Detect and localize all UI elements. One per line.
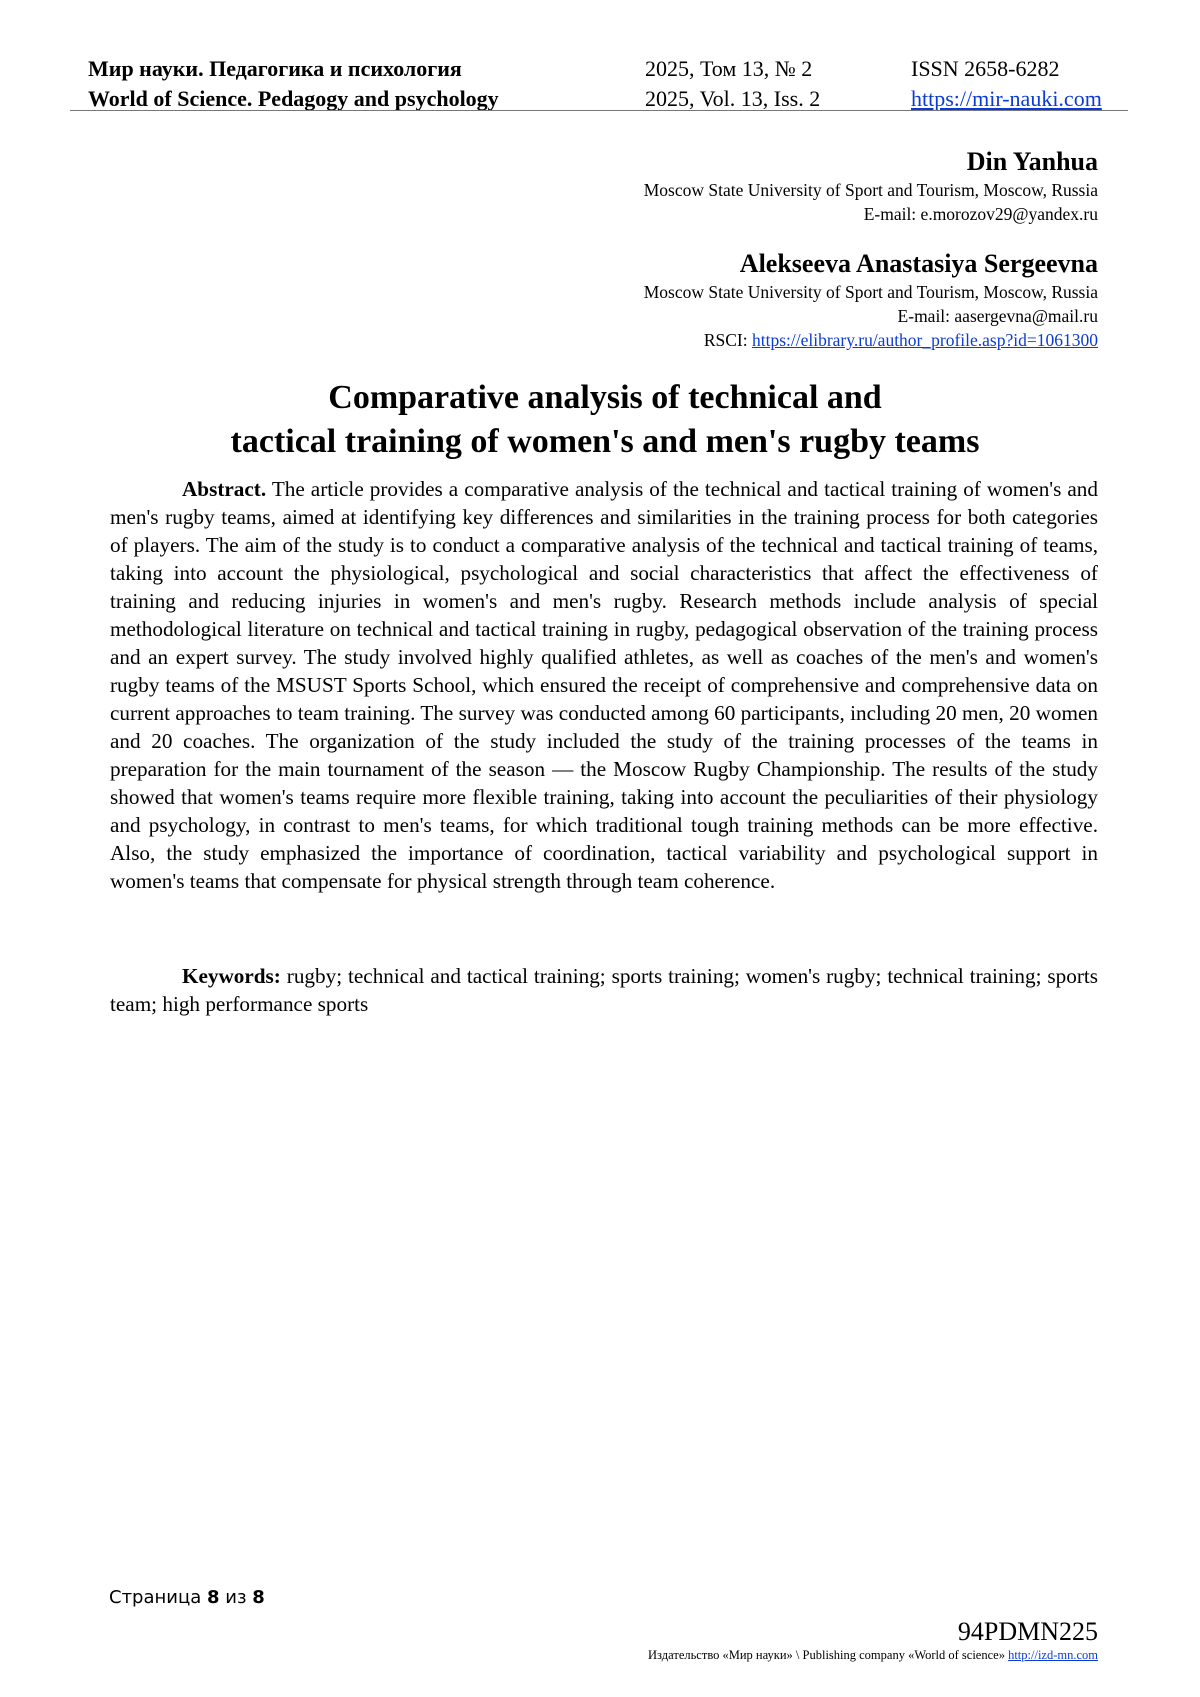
author-rsci: [644, 328, 1098, 352]
issue-ru: 2025, Том 13, № 2: [645, 56, 813, 81]
abstract: [110, 475, 1098, 895]
author-name: Alekseeva Anastasiya Sergeevna: [739, 249, 1098, 278]
journal-title: [88, 54, 499, 114]
page-word: Страница: [109, 1587, 202, 1608]
title-line-2: tactical training of women's and men's rugby teams: [230, 423, 980, 460]
publisher-line: [648, 1648, 1098, 1663]
publisher-text: Издательство «Мир науки» \ Publishing company «World of science»: [648, 1648, 1005, 1662]
keywords-label: Keywords:: [182, 964, 281, 988]
journal-title-ru: Мир науки. Педагогика и психология: [88, 56, 462, 81]
header-divider: [70, 110, 1128, 111]
keywords-text: rugby; technical and tactical training; sports training; women's rugby; technical training; sports team; high performance sports: [110, 964, 1099, 1016]
keywords: [110, 962, 1098, 1018]
page-current: 8: [207, 1587, 220, 1608]
page-number: [109, 1587, 265, 1608]
abstract-label: Abstract.: [182, 477, 267, 501]
issue-info: [645, 54, 820, 114]
article-code: 94PDMN225: [957, 1617, 1098, 1646]
author-affiliation: Moscow State University of Sport and Tourism, Moscow, Russia: [643, 282, 1098, 302]
journal-site-link[interactable]: https://mir-nauki.com: [911, 86, 1102, 111]
author-affiliation: Moscow State University of Sport and Tourism, Moscow, Russia: [643, 180, 1098, 200]
author-name: Din Yanhua: [966, 147, 1098, 176]
page-of: из: [225, 1587, 247, 1608]
author-block-2: [644, 248, 1098, 352]
publisher-link[interactable]: http://izd-mn.com: [1008, 1648, 1098, 1662]
rsci-link[interactable]: https://elibrary.ru/author_profile.asp?id=1061300: [751, 330, 1098, 350]
title-line-1: Comparative analysis of technical and: [328, 379, 882, 416]
issue-en: 2025, Vol. 13, Iss. 2: [645, 86, 821, 111]
abstract-text: The article provides a comparative analysis of the technical and tactical training of women's and men's rugby teams, aimed at identifying key differences and similarities in the training process for both categories of players. The aim of the study is to conduct a comparative analysis of the technical and tactical training of teams, taking into account the physiological, psychological and social characteristics that affect the effectiveness of training and reducing injuries in women's and men's rugby. Research methods include analysis of special methodological literature on technical and tactical training in rugby, pedagogical observation of the training process and an expert survey. The study involved highly qualified athletes, as well as coaches of the men's and women's rugby teams of the MSUST Sports School, which ensured the receipt of comprehensive and comprehensive data on current approaches to team training. The survey was conducted among 60 participants, including 20 men, 20 women and 20 coaches. The organization of the study included the study of the training processes of the teams in preparation for the main tournament of the season — the Moscow Rugby Championship. The results of the study showed that women's teams require more flexible training, taking into account the peculiarities of their physiology and psychology, in contrast to men's teams, for which traditional tough training methods can be more effective. Also, the study emphasized the importance of coordination, tactical variability and psychological support in women's teams that compensate for physical strength through team coherence.: [110, 477, 1098, 893]
journal-title-en: World of Science. Pedagogy and psychology: [88, 86, 499, 111]
page-total: 8: [252, 1587, 265, 1608]
issn-block: [911, 54, 1102, 114]
author-email: E-mail: aasergevna@mail.ru: [897, 306, 1098, 326]
article-title: [110, 376, 1100, 464]
author-block-1: [644, 146, 1098, 226]
issn: ISSN 2658-6282: [911, 56, 1060, 81]
rsci-label: RSCI:: [703, 330, 748, 350]
author-email: E-mail: e.morozov29@yandex.ru: [863, 204, 1098, 224]
